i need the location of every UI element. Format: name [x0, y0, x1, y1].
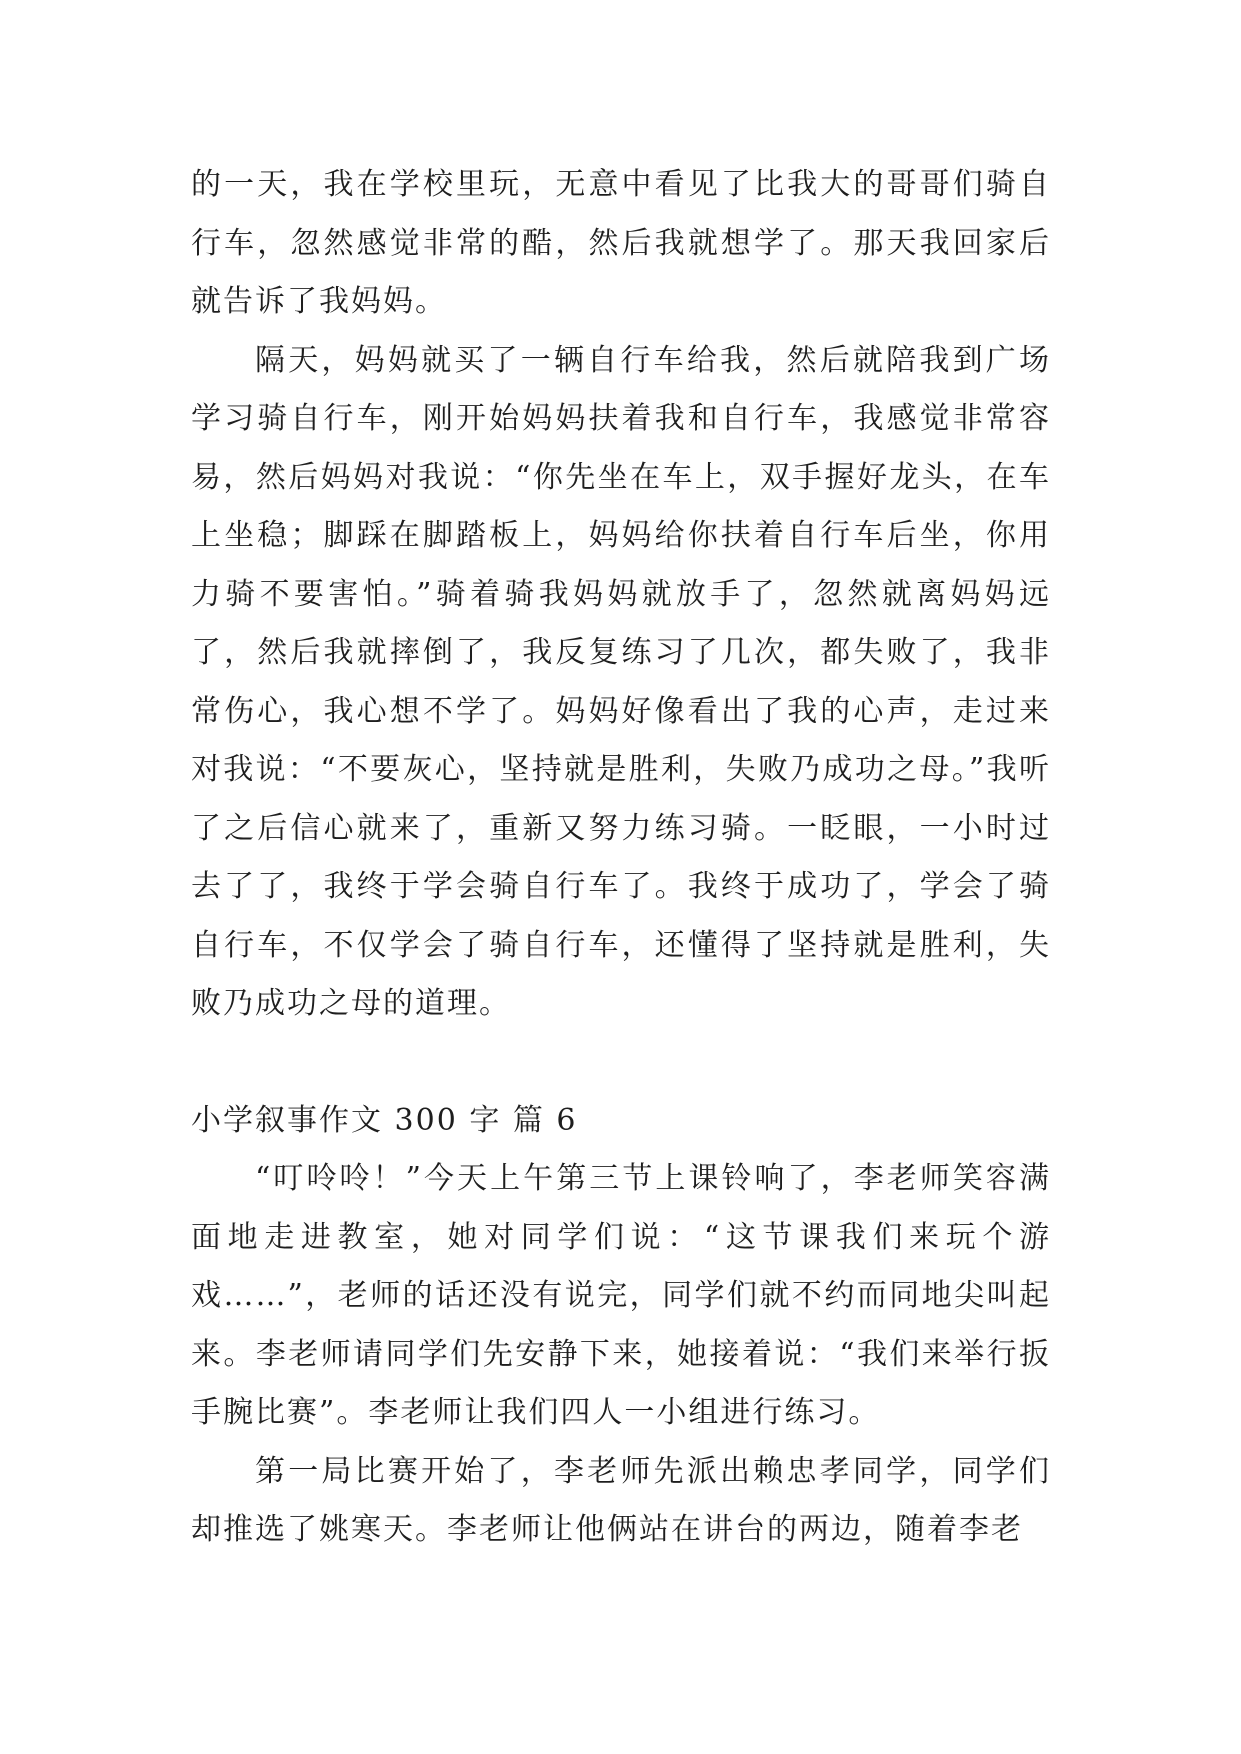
document-body	[191, 156, 1051, 1560]
paragraph-bike-learning: 隔天，妈妈就买了一辆自行车给我，然后就陪我到广场学习骑自行车，刚开始妈妈扶着我和自行车，我感觉非常容易，然后妈妈对我说：“你先坐在车上，双手握好龙头，在车上坐稳；脚踩在脚踏板上，妈妈给你扶着自行车后坐，你用力骑不要害怕。”骑着骑我妈妈就放手了，忽然就离妈妈远了，然后我就摔倒了，我反复练习了几次，都失败了，我非常伤心，我心想不学了。妈妈好像看出了我的心声，走过来对我说：“不要灰心，坚持就是胜利，失败乃成功之母。”我听了之后信心就来了，重新又努力练习骑。一眨眼，一小时过去了了，我终于学会骑自行车了。我终于成功了，学会了骑自行车，不仅学会了骑自行车，还懂得了坚持就是胜利，失败乃成功之母的道理。	[191, 342, 1051, 1021]
paragraph-continued: 的一天，我在学校里玩，无意中看见了比我大的哥哥们骑自行车，忽然感觉非常的酷，然后我就想学了。那天我回家后就告诉了我妈妈。	[191, 167, 1051, 319]
paragraph-first-round: 第一局比赛开始了，李老师先派出赖忠孝同学，同学们却推选了姚寒天。李老师让他俩站在讲台的两边，随着李老	[191, 1453, 1051, 1547]
section-title: 小学叙事作文 300 字 篇 6	[191, 1102, 578, 1138]
paragraph-class-game: “叮呤呤！”今天上午第三节上课铃响了，李老师笑容满面地走进教室，她对同学们说：“这节课我们来玩个游戏……”，老师的话还没有说完，同学们就不约而同地尖叫起来。李老师请同学们先安静下来，她接着说：“我们来举行扳手腕比赛”。李老师让我们四人一小组进行练习。	[191, 1161, 1051, 1430]
